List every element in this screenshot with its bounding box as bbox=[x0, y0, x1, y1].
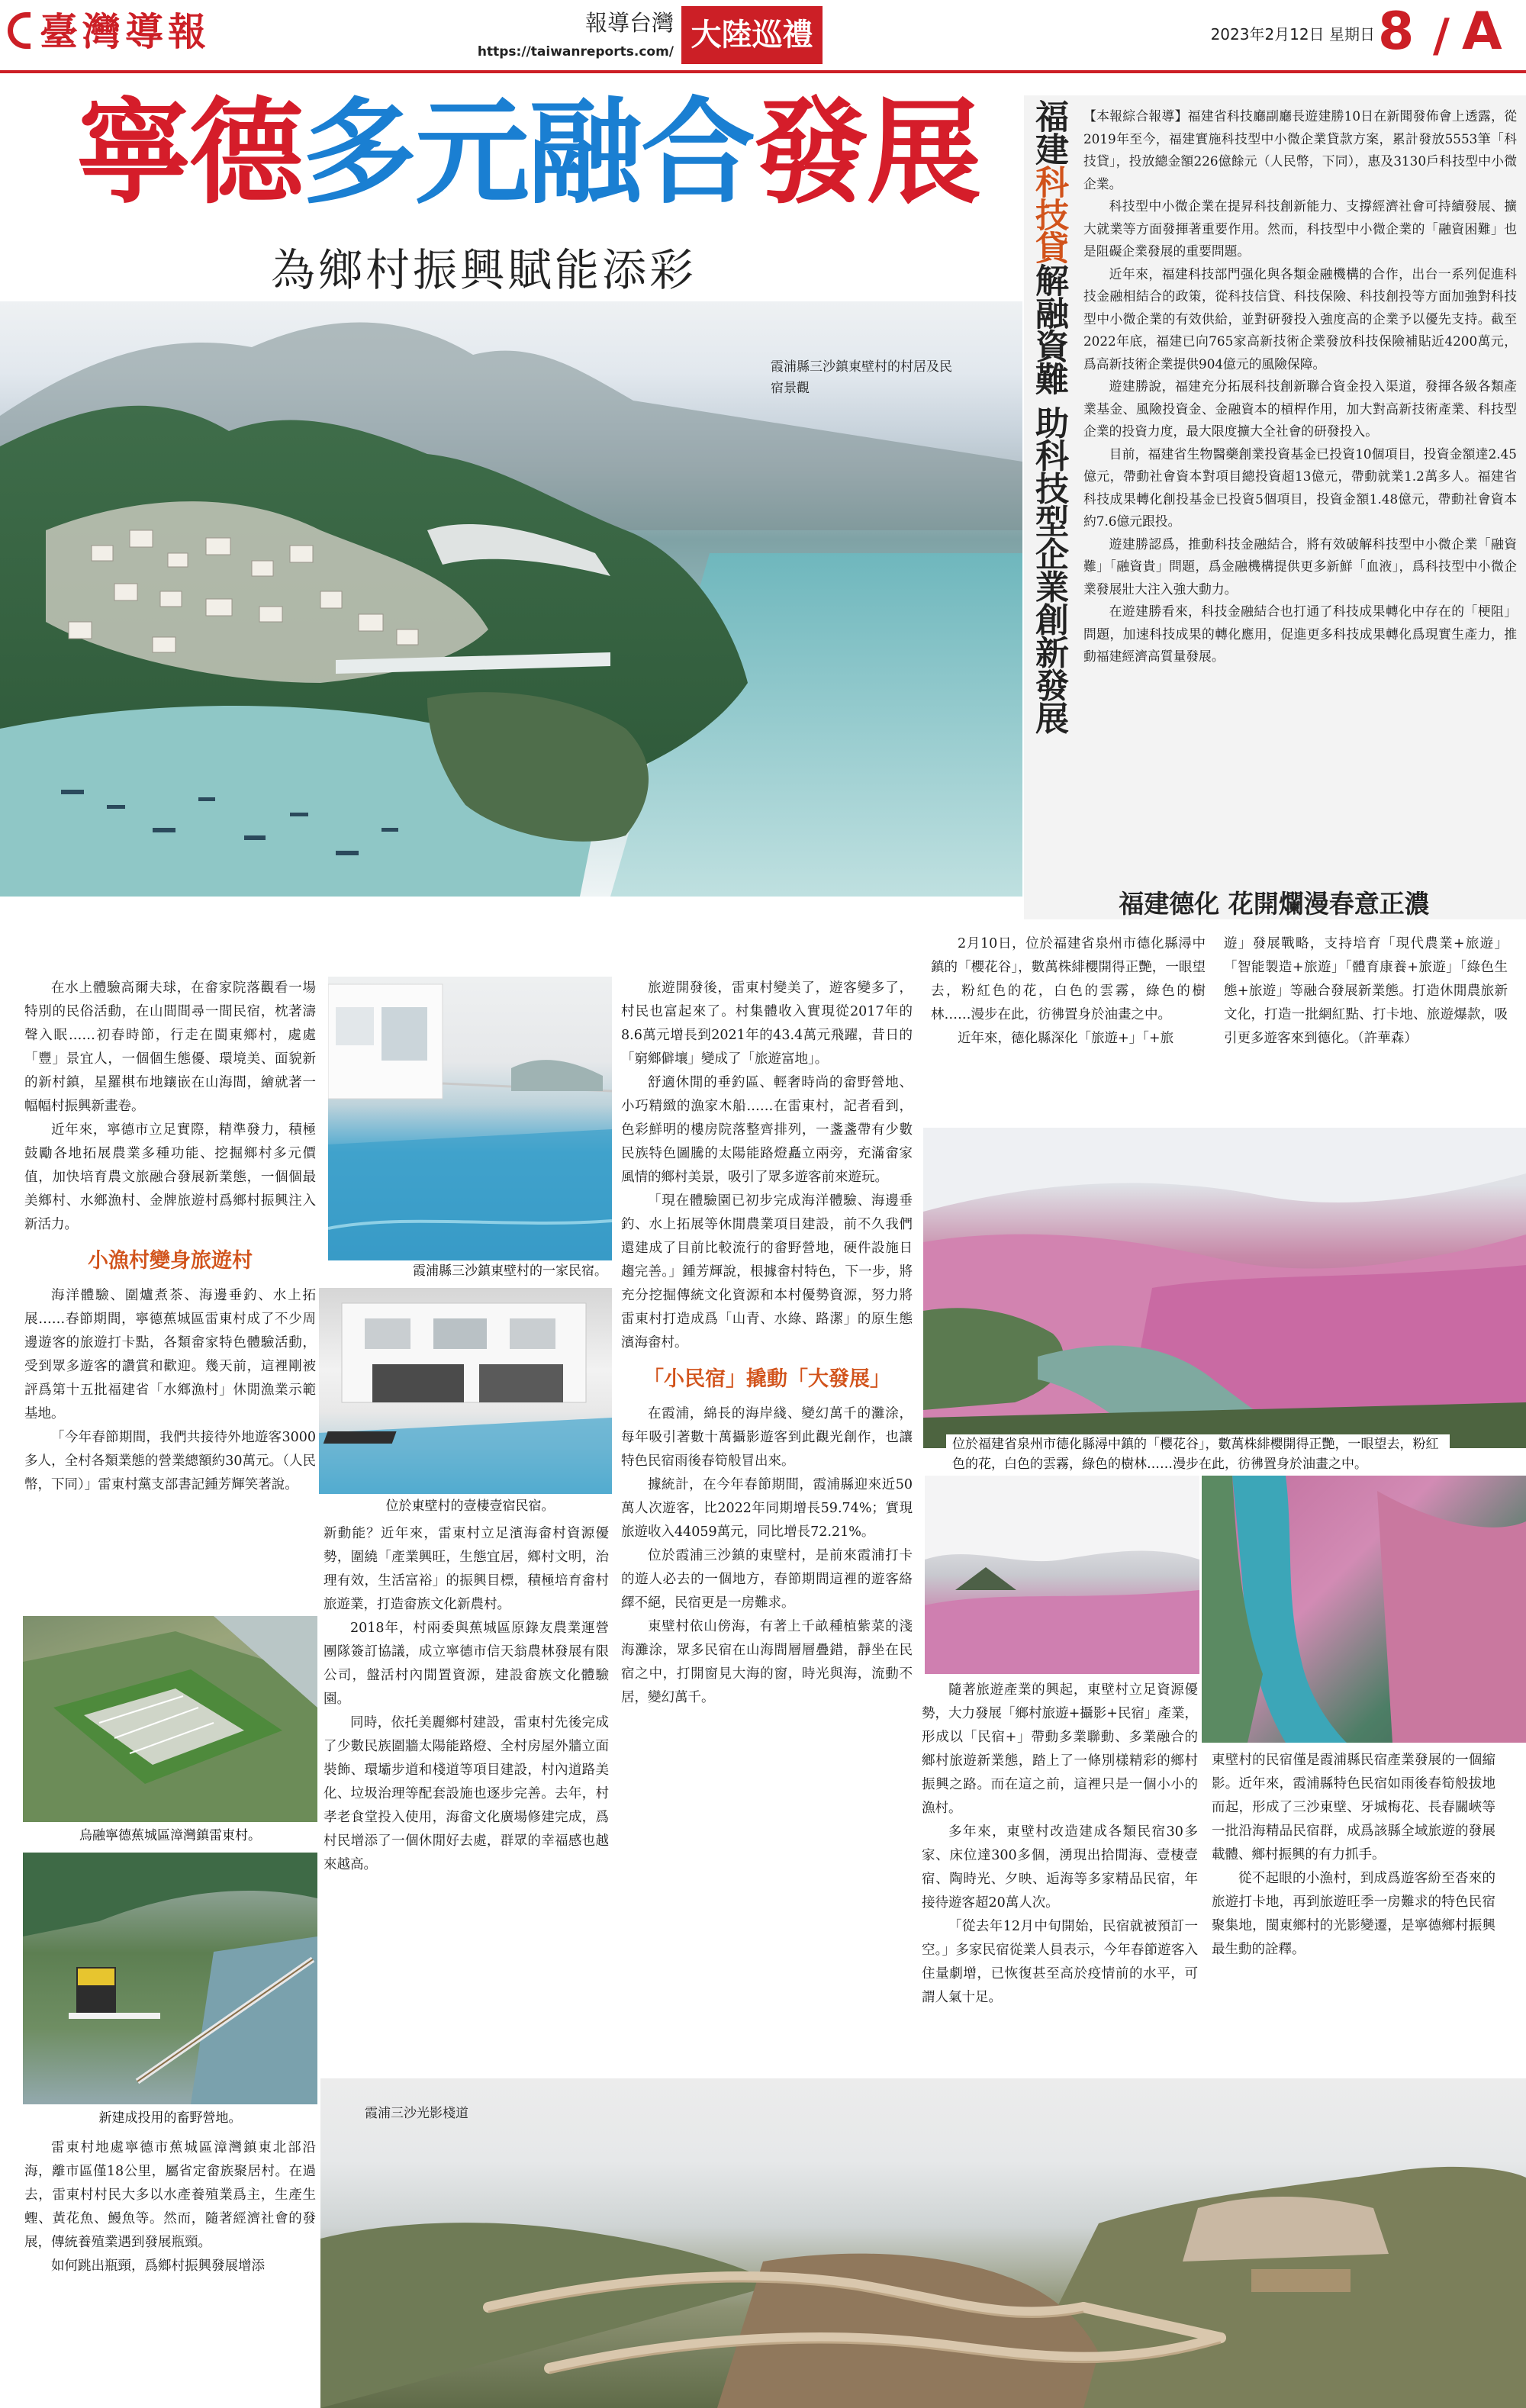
headline-subtitle: 為鄉村振興賦能添彩 bbox=[271, 244, 697, 296]
tagline: 報導台灣 bbox=[584, 10, 674, 36]
article-paragraph: 多年來，東壁村改造建成各類民宿30多家、床位達300多個，湧現出拾閒海、壹棲壹宿、陶時光、夕映、逅海等多家精品民宿，年接待遊客超20萬人次。 bbox=[922, 1824, 1198, 1911]
fujian-paragraph: 在遊建勝看來，科技金融結合也打通了科技成果轉化中存在的「梗阻」問題，加速科技成果的轉化應用，促進更多科技成果轉化爲現實生產力，推動福建經濟高質量發展。 bbox=[1083, 604, 1517, 664]
column-1 bbox=[24, 977, 316, 1497]
article-paragraph: 旅遊開發後，雷東村變美了，遊客變多了，村民也富起來了。村集體收入實現從2017年的8.6萬元增長到2021年的43.4萬元飛躍，昔日的「窮鄉僻壤」變成了「旅遊富地」。 bbox=[621, 980, 913, 1067]
hero-caption: 霞浦縣三沙鎮東壁村的村居及民宿景觀 bbox=[771, 359, 952, 396]
boardwalk-photo bbox=[320, 2078, 1526, 2408]
fujian-paragraph: 【本報綜合報導】福建省科技廳副廳長遊建勝10日在新聞發佈會上透露，從2019年至今，福建實施科技型中小微企業貸款方案，累計發放5553筆「科技貸」，投放總金額226億餘元（人民幣，下同），惠及3130戶科技型中小微企業。 bbox=[1083, 108, 1517, 192]
dehua-text: 近年來，德化縣深化「旅遊+」「+旅 bbox=[958, 1031, 1174, 1046]
fujian-paragraph: 科技型中小微企業在提昇科技創新能力、支撐經濟社會可持續發展、擴大就業等方面發揮著重要作用。然而，科技型中小微企業的「融資困難」也是阻礙企業發展的重要問題。 bbox=[1083, 198, 1517, 259]
column-5 bbox=[1212, 1749, 1495, 1962]
page-letter: A bbox=[1462, 2, 1502, 62]
fujian-article bbox=[1083, 105, 1517, 668]
article-paragraph: 海洋體驗、圍爐煮茶、海邊垂釣、水上拓展……春節期間，寧德蕉城區雷東村成了不少周邊遊客的旅遊打卡點，各類畲家特色體驗活動，受到眾多遊客的讚賞和歡迎。幾天前，這裡剛被評爲第十五批福建省「水鄉漁村」休閒漁業示範基地。 bbox=[24, 1288, 316, 1421]
column-1-bottom bbox=[24, 2136, 316, 2278]
flower-caption: 位於福建省泉州市德化縣潯中鎮的「櫻花谷」，數萬株緋櫻開得正艷，一眼望去，粉紅色的花，白色的雲霧，綠色的樹林……漫步在此，彷彿置身於油畫之中。 bbox=[946, 1434, 1450, 1474]
dehua-col1 bbox=[931, 932, 1206, 1051]
article-paragraph: 「現在體驗園已初步完成海洋體驗、海邊垂釣、水上拓展等休閒農業項目建設，前不久我們還建成了目前比較流行的畲野營地，硬件設施日趨完善。」鍾芳輝說，根據畲村特色，下一步，將充分挖掘傳統文化資源和本村優勢資源，努力將雷東村打造成爲「山青、水綠、路潔」的原生態濱海畲村。 bbox=[621, 1193, 913, 1350]
article-paragraph: 據統計，在今年春節期間，霞浦縣迎來近50萬人次遊客，比2022年同期增長59.74%；實現旅遊收入44059萬元，同比增長72.21%。 bbox=[621, 1477, 913, 1540]
column-3 bbox=[621, 977, 913, 1710]
article-paragraph: 如何跳出瓶頸，爲鄉村振興發展增添 bbox=[51, 2258, 265, 2274]
aerial-photo bbox=[23, 1616, 317, 1822]
article-paragraph: 同時，依托美麗鄉村建設，雷東村先後完成了少數民族圍牆太陽能路燈、全村房屋外牆立面裝飾、環壩步道和棧道等項目建設，村內道路美化、垃圾治理等配套設施也逐步完善。去年，村孝老食堂投入使用，海畲文化廣場修建完成，爲村民增添了一個休閒好去處，群眾的幸福感也越來越高。 bbox=[324, 1715, 609, 1872]
pool-caption: 霞浦縣三沙鎮東壁村的一家民宿。 bbox=[353, 1260, 612, 1282]
article-paragraph: 從不起眼的小漁村，到成爲遊客紛至沓來的旅遊打卡地，再到旅遊旺季一房難求的特色民宿聚集地，閩東鄉村的光影變遷，是寧德鄉村振興最生動的詮釋。 bbox=[1212, 1871, 1495, 1957]
page-number: 8 bbox=[1378, 2, 1415, 62]
flower-valley-photo bbox=[923, 1128, 1526, 1448]
article-paragraph: 在水上體驗高爾夫球，在畲家院落觀看一場特別的民俗活動，在山間間尋一間民宿，枕著濤聲入眠……初春時節，行走在閩東鄉村，處處「豐」景宜人，一個個生態優、環境美、面貌新的新村鎮，星羅棋布地鑲嵌在山海間，繪就著一幅幅村振興新畫卷。 bbox=[24, 980, 316, 1114]
dehua-col2 bbox=[1224, 932, 1508, 1051]
dehua-title: 福建德化 花開爛漫春意正濃 bbox=[1119, 889, 1430, 919]
section-label: 大陸巡禮 bbox=[681, 6, 823, 64]
pool-photo bbox=[328, 977, 612, 1260]
article-paragraph: 位於霞浦三沙鎮的東壁村，是前來霞浦打卡的遊人必去的一個地方，春節期間這裡的遊客絡繹不絕，民宿更是一房難求。 bbox=[621, 1548, 913, 1611]
article-paragraph: 近年來，寧德市立足實際，精準發力，積極鼓勵各地拓展農業多種功能、挖掘鄉村多元價值，加快培育農文旅融合發展新業態，一個個最美鄉村、水鄉漁村、金牌旅遊村爲鄉村振興注入新活力。 bbox=[24, 1122, 316, 1232]
boardwalk-caption: 霞浦三沙光影棧道 bbox=[365, 2106, 468, 2121]
fujian-paragraph: 目前，福建省生物醫藥創業投資基金已投資10個項目，投資金額達2.45億元，帶動社會資本對項目總投資超13億元，帶動就業1.2萬多人。福建省科技成果轉化創投基金已投資5個項目，投資金額1.48億元，帶動社會資本約7.6億元跟投。 bbox=[1083, 446, 1517, 529]
fujian-paragraph: 遊建勝認爲，推動科技金融結合，將有效破解科技型中小微企業「融資難」「融資貴」問題，爲金融機構提供更多新鮮「血液」，爲科技型中小微企業發展壯大注入強大動力。 bbox=[1083, 536, 1517, 597]
article-paragraph: 「今年春節期間，我們共接待外地遊客3000多人，全村各類業態的營業總額約30萬元。（人民幣，下同）」雷東村黨支部書記鍾芳輝笑著說。 bbox=[24, 1430, 316, 1492]
article-paragraph: 東壁村的民宿僅是霞浦縣民宿產業發展的一個縮影。近年來，霞浦縣特色民宿如雨後春筍般拔地而起，形成了三沙東壁、牙城梅花、長春關峽等一批沿海精品民宿群，成爲該縣全域旅遊的發展載體、鄉村振興的有力抓手。 bbox=[1212, 1753, 1495, 1862]
column-4 bbox=[922, 1679, 1198, 2010]
villa-photo bbox=[319, 1288, 612, 1494]
masthead bbox=[0, 0, 1526, 76]
article-paragraph: 在霞浦，綿長的海岸綫、變幻萬千的灘涂，每年吸引著數十萬攝影遊客到此觀光創作，也讓特色民宿雨後春筍般冒出來。 bbox=[621, 1406, 913, 1469]
subhead-fishing-village: 小漁村變身旅遊村 bbox=[88, 1249, 253, 1273]
hero-photo bbox=[0, 301, 1022, 897]
site-url[interactable]: https://taiwanreports.com/ bbox=[477, 44, 674, 60]
article-paragraph: 雷東村地處寧德市蕉城區漳灣鎮東北部沿海，離市區僅18公里，屬省定畲族聚居村。在過去，雷東村村民大多以水產養殖業爲主，生產生蟶、黃花魚、鰻魚等。然而，隨著經濟社會的發展，傳統養殖業遇到發展瓶頸。 bbox=[24, 2140, 316, 2250]
issue-date: 2023年2月12日 星期日 bbox=[1210, 25, 1375, 43]
article-paragraph: 新動能？近年來，雷東村立足濱海畲村資源優勢，圍繞「產業興旺，生態宜居，鄉村文明，治理有效，生活富裕」的振興目標，積極培育畲村旅遊業，打造畲族文化新農村。 bbox=[324, 1526, 609, 1612]
flower-mist-photo bbox=[925, 1476, 1199, 1674]
dehua-text: 遊」發展戰略，支持培育「現代農業+旅遊」「智能製造+旅遊」「體育康養+旅遊」「綠色生態+旅遊」等融合發展新業態。打造休閒農旅新文化，打造一批網紅點、打卡地、旅遊爆款，吸引更多遊客來到德化。（許華森） bbox=[1224, 936, 1508, 1046]
aerial-caption: 烏融寧德蕉城區漳灣鎮雷東村。 bbox=[23, 1825, 317, 1846]
article-paragraph: 隨著旅遊產業的興起，東壁村立足資源優勢，大力發展「鄉村旅遊+攝影+民宿」產業，形成以「民宿+」帶動多業聯動、多業融合的鄉村旅遊新業態，踏上了一條別樣精彩的鄉村振興之路。而在這之前，這裡只是一個小小的漁村。 bbox=[922, 1682, 1198, 1816]
dehua-text: 2月10日，位於福建省泉州市德化縣潯中鎮的「櫻花谷」，數萬株緋櫻開得正艷，一眼望去，粉紅色的花，白色的雲霧，綠色的樹林……漫步在此，彷彿置身於油畫之中。 bbox=[931, 936, 1206, 1022]
logo-bracket-icon bbox=[8, 12, 31, 49]
river-valley-photo bbox=[1202, 1476, 1526, 1743]
fujian-paragraph: 近年來，福建科技部門强化與各類金融機構的合作，出台一系列促進科技金融相結合的政策，從科技信貸、科技保險、科技創投等方面加強對科技型中小微企業的有效供給，並對研發投入強度高的企業予以優先支持。截至2022年底，福建已向765家高新技術企業發放科技保險補貼近4200萬元，爲高新技術企業提供904億元的風險保障。 bbox=[1083, 266, 1517, 372]
villa-caption: 位於東壁村的壹棲壹宿民宿。 bbox=[328, 1495, 612, 1517]
masthead-logo: 臺灣導報 bbox=[40, 9, 211, 54]
subhead-small-homestay: 「小民宿」撬動「大發展」 bbox=[643, 1367, 890, 1391]
headline-title: 寧德多元融合發展 bbox=[76, 87, 980, 220]
fujian-vertical-title: 福建科技貸解融資難 助科技型企業創新發展 bbox=[1029, 99, 1068, 734]
masthead-rule bbox=[0, 70, 1526, 73]
campsite-caption: 新建成投用的畜野營地。 bbox=[23, 2107, 317, 2129]
fujian-paragraph: 遊建勝說，福建充分拓展科技創新聯合資金投入渠道，發揮各級各類產業基金、風險投資金、金融資本的槓桿作用，加大對高新技術產業、科技型企業的投資力度，最大限度擴大全社會的研發投入。 bbox=[1083, 378, 1517, 439]
article-paragraph: 舒適休閒的垂釣區、輕奢時尚的畲野營地、小巧精緻的漁家木船……在雷東村，記者看到，色彩鮮明的樓房院落整齊排列，一盞盞帶有少數民族特色圖騰的太陽能路燈矗立兩旁，充滿畲家風情的鄉村美景，吸引了眾多遊客前來遊玩。 bbox=[621, 1075, 913, 1185]
article-paragraph: 2018年，村兩委與蕉城區原錄友農業運營團隊簽訂協議，成立寧德市信天翁農林發展有限公司，盤活村內閒置資源，建設畲族文化體驗園。 bbox=[324, 1621, 609, 1707]
article-paragraph: 「從去年12月中旬開始，民宿就被預訂一空。」多家民宿從業人員表示，今年春節遊客入住量劇增，已恢復甚至高於疫情前的水平，可謂人氣十足。 bbox=[922, 1919, 1198, 2005]
article-paragraph: 東壁村依山傍海，有著上千畝種植紫菜的淺海灘涂，眾多民宿在山海間層層疊錯，靜坐在民宿之中，打開窗見大海的窗，時光與海，流動不居，變幻萬千。 bbox=[621, 1619, 913, 1705]
campsite-photo bbox=[23, 1853, 317, 2104]
column-2 bbox=[324, 1522, 609, 1877]
page-divider: / bbox=[1433, 9, 1450, 63]
